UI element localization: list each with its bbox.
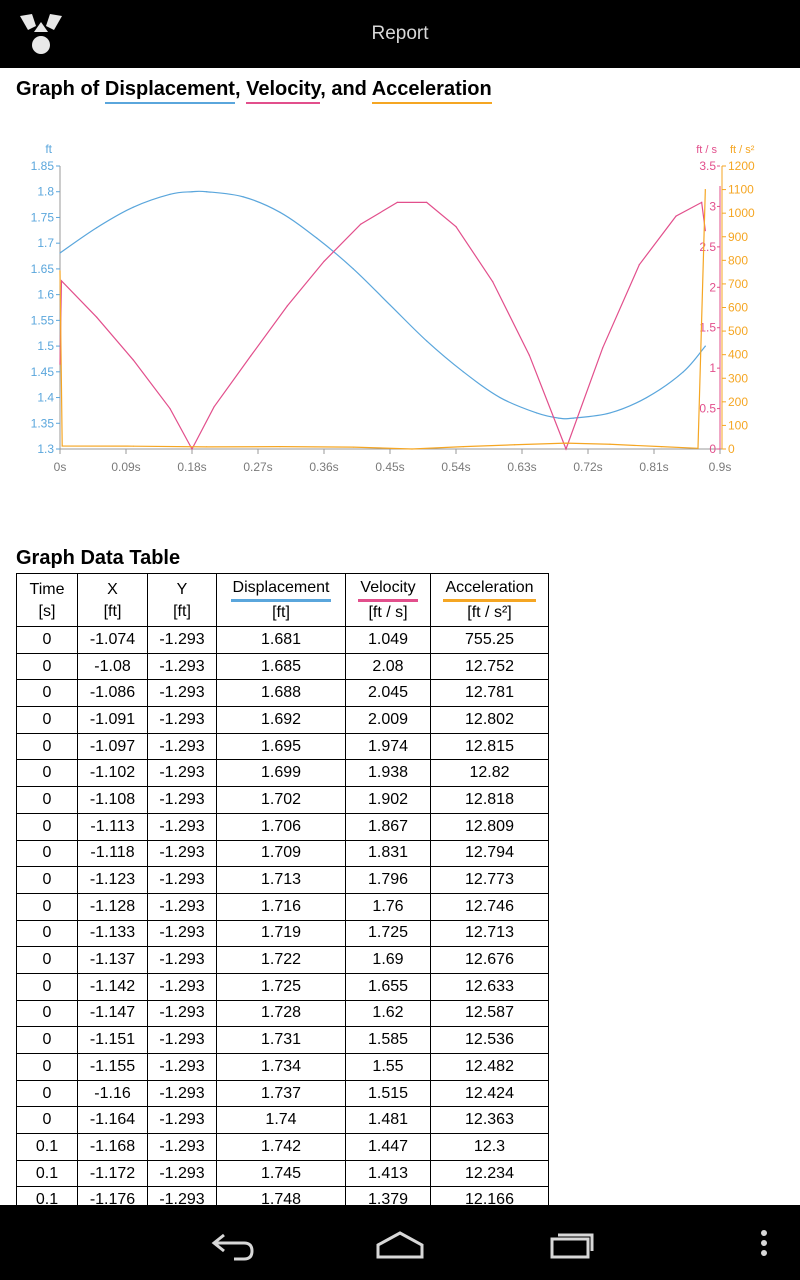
table-cell: -1.293 <box>148 920 217 947</box>
column-header-label: Y <box>176 580 188 598</box>
x-tick-label: 0.09s <box>111 460 141 474</box>
table-cell: 12.752 <box>431 653 549 680</box>
column-header-unit: [ft] <box>173 602 191 620</box>
data-point <box>705 345 706 346</box>
table-cell: -1.293 <box>148 840 217 867</box>
table-row <box>17 840 549 867</box>
acceleration-tick-label: 600 <box>728 300 749 315</box>
table-cell: 12.3 <box>431 1134 549 1161</box>
data-point <box>213 406 214 407</box>
velocity-tick-label: 1.5 <box>699 320 716 335</box>
table-cell: 1.379 <box>346 1187 431 1205</box>
column-header <box>346 574 431 627</box>
data-point <box>169 194 170 195</box>
table-cell: 1.725 <box>217 973 346 1000</box>
page-title: Report <box>371 23 429 44</box>
table-cell: 12.82 <box>431 760 549 787</box>
table-cell: 1.974 <box>346 733 431 760</box>
table-cell: -1.151 <box>78 1027 148 1054</box>
table-row <box>17 867 549 894</box>
table-cell: 1.734 <box>217 1054 346 1081</box>
table-cell: 1.447 <box>346 1134 431 1161</box>
data-point <box>675 216 676 217</box>
table-cell: 12.802 <box>431 707 549 734</box>
motion-chart <box>0 118 800 498</box>
data-point <box>133 207 134 208</box>
table-row <box>17 1054 549 1081</box>
data-point <box>609 444 610 445</box>
graph-title <box>16 78 492 101</box>
table-cell: -1.102 <box>78 760 148 787</box>
data-point <box>279 212 280 213</box>
legend-displacement: Displacement <box>105 78 235 104</box>
table-row <box>17 947 549 974</box>
series-line-acceleration <box>60 190 705 449</box>
table-cell: 0 <box>17 1054 78 1081</box>
x-tick-label: 0.54s <box>441 460 471 474</box>
data-point <box>59 364 60 365</box>
table-cell: 12.818 <box>431 787 549 814</box>
table-cell: 1.76 <box>346 893 431 920</box>
table-cell: -1.293 <box>148 867 217 894</box>
column-header <box>431 574 549 627</box>
recents-icon[interactable] <box>546 1221 600 1265</box>
table-row <box>17 1000 549 1027</box>
table-cell: 1.731 <box>217 1027 346 1054</box>
data-point <box>206 446 207 447</box>
table-cell: 0 <box>17 1027 78 1054</box>
data-point <box>529 355 530 356</box>
data-point <box>426 202 427 203</box>
table-cell: 1.55 <box>346 1054 431 1081</box>
data-point <box>609 412 610 413</box>
table-cell: -1.293 <box>148 973 217 1000</box>
table-cell: 12.676 <box>431 947 549 974</box>
table-cell: 1.706 <box>217 813 346 840</box>
table-cell: 0 <box>17 893 78 920</box>
table-cell: -1.293 <box>148 733 217 760</box>
table-cell: -1.123 <box>78 867 148 894</box>
x-tick-label: 0.18s <box>177 460 207 474</box>
table-cell: 0 <box>17 653 78 680</box>
data-point <box>705 189 706 190</box>
table-cell: 1.713 <box>217 867 346 894</box>
x-tick-label: 0.9s <box>708 460 732 474</box>
table-cell: -1.176 <box>78 1187 148 1205</box>
data-point <box>316 237 317 238</box>
graph-title-sep: , and <box>320 78 372 100</box>
table-row <box>17 1160 549 1187</box>
table-cell: 1.709 <box>217 840 346 867</box>
table-row <box>17 1107 549 1134</box>
left-tick-label: 1.45 <box>30 364 54 379</box>
velocity-tick-label: 3.5 <box>699 159 716 173</box>
data-point <box>661 446 662 447</box>
data-point <box>191 191 192 192</box>
table-cell: 1.585 <box>346 1027 431 1054</box>
velocity-tick-label: 0.5 <box>699 401 716 416</box>
legend-velocity: Velocity <box>246 78 320 104</box>
data-point <box>96 317 97 318</box>
column-header-label: X <box>107 580 118 598</box>
table-cell: -1.293 <box>148 1187 217 1205</box>
table-row <box>17 1134 549 1161</box>
table-cell: -1.293 <box>148 627 217 654</box>
graph-title-prefix: Graph of <box>16 78 105 100</box>
table-cell: 12.424 <box>431 1080 549 1107</box>
table-cell: 1.655 <box>346 973 431 1000</box>
table-cell: 12.773 <box>431 867 549 894</box>
acceleration-tick-label: 800 <box>728 253 749 268</box>
table-cell: 1.867 <box>346 813 431 840</box>
table-cell: 12.746 <box>431 893 549 920</box>
acceleration-tick-label: 700 <box>728 276 749 291</box>
data-point <box>360 224 361 225</box>
table-cell: 1.725 <box>346 920 431 947</box>
app-bar <box>0 0 800 68</box>
data-point <box>191 448 192 449</box>
data-point <box>565 448 566 449</box>
table-title: Graph Data Table <box>16 547 181 569</box>
system-nav-bar <box>0 1205 800 1280</box>
column-header <box>148 574 217 627</box>
table-cell: 1.722 <box>217 947 346 974</box>
table-cell: 0 <box>17 973 78 1000</box>
column-header <box>17 574 78 627</box>
table-row <box>17 627 549 654</box>
table-cell: -1.293 <box>148 787 217 814</box>
table-cell: -1.16 <box>78 1080 148 1107</box>
data-point <box>683 371 684 372</box>
data-point <box>565 443 566 444</box>
overflow-menu-icon[interactable] <box>752 1221 776 1265</box>
table-cell: 12.809 <box>431 813 549 840</box>
table-cell: 1.695 <box>217 733 346 760</box>
x-tick-label: 0.36s <box>309 460 339 474</box>
table-cell: 2.009 <box>346 707 431 734</box>
acceleration-tick-label: 500 <box>728 324 749 339</box>
table-cell: 0.1 <box>17 1160 78 1187</box>
table-cell: 0 <box>17 760 78 787</box>
table-cell: -1.293 <box>148 707 217 734</box>
data-point <box>62 445 63 446</box>
x-tick-label: 0.27s <box>243 460 273 474</box>
data-point <box>573 418 574 419</box>
table-cell: 1.716 <box>217 893 346 920</box>
column-header-unit: [ft] <box>103 602 122 620</box>
table-row <box>17 920 549 947</box>
series-line-velocity <box>60 202 705 449</box>
data-point <box>96 227 97 228</box>
data-point <box>455 226 456 227</box>
data-point <box>353 268 354 269</box>
table-row <box>17 1080 549 1107</box>
table-cell: -1.293 <box>148 653 217 680</box>
table-cell: 0 <box>17 1000 78 1027</box>
table-cell: 1.831 <box>346 840 431 867</box>
table-cell: 0 <box>17 867 78 894</box>
table-cell: -1.097 <box>78 733 148 760</box>
table-cell: 1.796 <box>346 867 431 894</box>
table-cell: -1.168 <box>78 1134 148 1161</box>
acceleration-tick-label: 1200 <box>728 159 755 173</box>
column-header-unit: [ft / s²] <box>467 604 512 621</box>
table-cell: -1.164 <box>78 1107 148 1134</box>
table-cell: 2.08 <box>346 653 431 680</box>
table-cell: -1.293 <box>148 1027 217 1054</box>
table-cell: -1.147 <box>78 1000 148 1027</box>
data-point <box>463 371 464 372</box>
table-cell: -1.091 <box>78 707 148 734</box>
table-cell: -1.113 <box>78 813 148 840</box>
table-cell: -1.172 <box>78 1160 148 1187</box>
back-icon[interactable] <box>204 1221 258 1265</box>
table-cell: -1.293 <box>148 947 217 974</box>
table-cell: -1.155 <box>78 1054 148 1081</box>
x-tick-label: 0s <box>53 460 67 474</box>
table-cell: 0.1 <box>17 1134 78 1161</box>
data-point <box>61 280 62 281</box>
table-cell: 0 <box>17 1107 78 1134</box>
data-point <box>411 448 412 449</box>
table-row <box>17 707 549 734</box>
velocity-tick-label: 2.5 <box>699 239 716 254</box>
table-cell: -1.293 <box>148 1054 217 1081</box>
data-point <box>499 397 500 398</box>
data-point <box>697 448 698 449</box>
data-table-scroll[interactable] <box>16 573 550 1205</box>
column-header <box>217 574 346 627</box>
x-tick-label: 0.72s <box>573 460 603 474</box>
table-cell: 1.699 <box>217 760 346 787</box>
table-cell: 0 <box>17 813 78 840</box>
column-header-label: Displacement <box>231 577 332 602</box>
data-table <box>16 573 549 1205</box>
left-axis-unit: ft <box>45 142 52 156</box>
acceleration-tick-label: 200 <box>728 394 749 409</box>
data-point <box>279 446 280 447</box>
table-cell: -1.086 <box>78 680 148 707</box>
table-cell: 12.166 <box>431 1187 549 1205</box>
table-cell: 1.902 <box>346 787 431 814</box>
left-tick-label: 1.8 <box>37 184 54 199</box>
data-point <box>602 347 603 348</box>
table-cell: -1.293 <box>148 1000 217 1027</box>
table-cell: 12.713 <box>431 920 549 947</box>
table-cell: 12.234 <box>431 1160 549 1187</box>
column-header <box>78 574 148 627</box>
data-point <box>514 444 515 445</box>
velocity-tick-label: 1 <box>709 361 716 376</box>
table-row <box>17 1187 549 1205</box>
table-cell: -1.293 <box>148 1160 217 1187</box>
data-point <box>646 397 647 398</box>
table-cell: 1.413 <box>346 1160 431 1187</box>
table-cell: 1.62 <box>346 1000 431 1027</box>
table-cell: 1.702 <box>217 787 346 814</box>
column-header-label: Time <box>29 580 65 598</box>
table-cell: 12.536 <box>431 1027 549 1054</box>
table-cell: 1.745 <box>217 1160 346 1187</box>
left-tick-label: 1.35 <box>30 416 54 431</box>
table-row <box>17 893 549 920</box>
data-point <box>639 264 640 265</box>
left-tick-label: 1.75 <box>30 210 54 225</box>
data-point <box>397 202 398 203</box>
data-point <box>169 408 170 409</box>
table-cell: 1.74 <box>217 1107 346 1134</box>
data-point <box>133 359 134 360</box>
graph-title-sep: , <box>234 78 247 100</box>
data-point <box>59 252 60 253</box>
table-cell: 1.685 <box>217 653 346 680</box>
table-cell: -1.118 <box>78 840 148 867</box>
data-point <box>250 355 251 356</box>
data-point <box>243 196 244 197</box>
velocity-axis-unit: ft / s <box>696 144 717 156</box>
table-row <box>17 1027 549 1054</box>
table-row <box>17 787 549 814</box>
table-cell: -1.074 <box>78 627 148 654</box>
table-cell: 1.481 <box>346 1107 431 1134</box>
table-row <box>17 733 549 760</box>
data-point <box>492 281 493 282</box>
table-cell: 1.748 <box>217 1187 346 1205</box>
table-cell: -1.128 <box>78 893 148 920</box>
acceleration-tick-label: 0 <box>728 442 735 456</box>
left-tick-label: 1.3 <box>37 442 54 456</box>
table-cell: 1.719 <box>217 920 346 947</box>
table-cell: 1.681 <box>217 627 346 654</box>
column-header-unit: [ft / s] <box>368 604 408 621</box>
data-point <box>206 191 207 192</box>
table-cell: 1.692 <box>217 707 346 734</box>
table-cell: 12.815 <box>431 733 549 760</box>
legend-acceleration: Acceleration <box>372 78 492 104</box>
left-tick-label: 1.65 <box>30 261 54 276</box>
table-cell: 1.938 <box>346 760 431 787</box>
series-line-displacement <box>60 191 705 419</box>
data-point <box>463 446 464 447</box>
acceleration-tick-label: 1000 <box>728 206 755 221</box>
table-row <box>17 973 549 1000</box>
table-cell: 1.728 <box>217 1000 346 1027</box>
table-cell: 0 <box>17 947 78 974</box>
table-cell: -1.108 <box>78 787 148 814</box>
table-cell: 1.688 <box>217 680 346 707</box>
table-cell: 1.737 <box>217 1080 346 1107</box>
table-cell: 1.515 <box>346 1080 431 1107</box>
table-cell: 0 <box>17 920 78 947</box>
table-cell: 12.781 <box>431 680 549 707</box>
table-cell: 2.045 <box>346 680 431 707</box>
table-cell: 0.1 <box>17 1187 78 1205</box>
table-cell: 755.25 <box>431 627 549 654</box>
table-cell: 1.049 <box>346 627 431 654</box>
data-point <box>353 447 354 448</box>
table-cell: 12.482 <box>431 1054 549 1081</box>
x-tick-label: 0.63s <box>507 460 537 474</box>
table-cell: 12.363 <box>431 1107 549 1134</box>
column-header-unit: [s] <box>38 602 56 620</box>
left-tick-label: 1.7 <box>37 236 54 251</box>
table-cell: 12.633 <box>431 973 549 1000</box>
table-row <box>17 653 549 680</box>
velocity-tick-label: 3 <box>709 199 716 214</box>
left-tick-label: 1.6 <box>37 287 54 302</box>
velocity-tick-label: 2 <box>709 280 716 295</box>
data-point <box>701 202 702 203</box>
table-cell: -1.08 <box>78 653 148 680</box>
table-cell: -1.293 <box>148 813 217 840</box>
table-cell: -1.293 <box>148 760 217 787</box>
data-point <box>426 340 427 341</box>
x-tick-label: 0.45s <box>375 460 405 474</box>
table-row <box>17 813 549 840</box>
table-cell: -1.293 <box>148 1080 217 1107</box>
data-point <box>389 304 390 305</box>
acceleration-axis-unit: ft / s² <box>730 144 755 156</box>
data-point <box>59 270 60 271</box>
table-cell: -1.293 <box>148 1134 217 1161</box>
home-icon[interactable] <box>372 1221 428 1265</box>
left-tick-label: 1.4 <box>37 390 54 405</box>
left-tick-label: 1.55 <box>30 313 54 328</box>
table-cell: -1.142 <box>78 973 148 1000</box>
acceleration-tick-label: 900 <box>728 229 749 244</box>
column-header-label: Acceleration <box>443 577 535 602</box>
table-row <box>17 760 549 787</box>
data-point <box>323 261 324 262</box>
column-header-unit: [ft] <box>272 604 290 621</box>
table-cell: 0 <box>17 1080 78 1107</box>
data-point <box>536 412 537 413</box>
table-cell: 0 <box>17 733 78 760</box>
table-cell: -1.293 <box>148 893 217 920</box>
x-tick-label: 0.81s <box>639 460 669 474</box>
data-point <box>287 305 288 306</box>
table-cell: 0 <box>17 840 78 867</box>
acceleration-tick-label: 300 <box>728 371 749 386</box>
column-header-label: Velocity <box>358 577 417 602</box>
acceleration-tick-label: 400 <box>728 347 749 362</box>
table-cell: -1.293 <box>148 1107 217 1134</box>
acceleration-tick-label: 100 <box>728 418 749 433</box>
data-point <box>133 446 134 447</box>
left-tick-label: 1.85 <box>30 159 54 173</box>
data-point <box>705 230 706 231</box>
table-cell: -1.133 <box>78 920 148 947</box>
acceleration-tick-label: 1100 <box>728 182 754 197</box>
table-cell: 0 <box>17 787 78 814</box>
velocity-tick-label: 0 <box>709 442 716 456</box>
table-row <box>17 680 549 707</box>
left-tick-label: 1.5 <box>37 339 54 354</box>
table-cell: -1.137 <box>78 947 148 974</box>
table-cell: 0 <box>17 627 78 654</box>
table-cell: 12.587 <box>431 1000 549 1027</box>
table-cell: 0 <box>17 707 78 734</box>
table-cell: -1.293 <box>148 680 217 707</box>
table-cell: 12.794 <box>431 840 549 867</box>
table-cell: 0 <box>17 680 78 707</box>
table-cell: 1.69 <box>346 947 431 974</box>
data-point <box>558 418 559 419</box>
table-cell: 1.742 <box>217 1134 346 1161</box>
